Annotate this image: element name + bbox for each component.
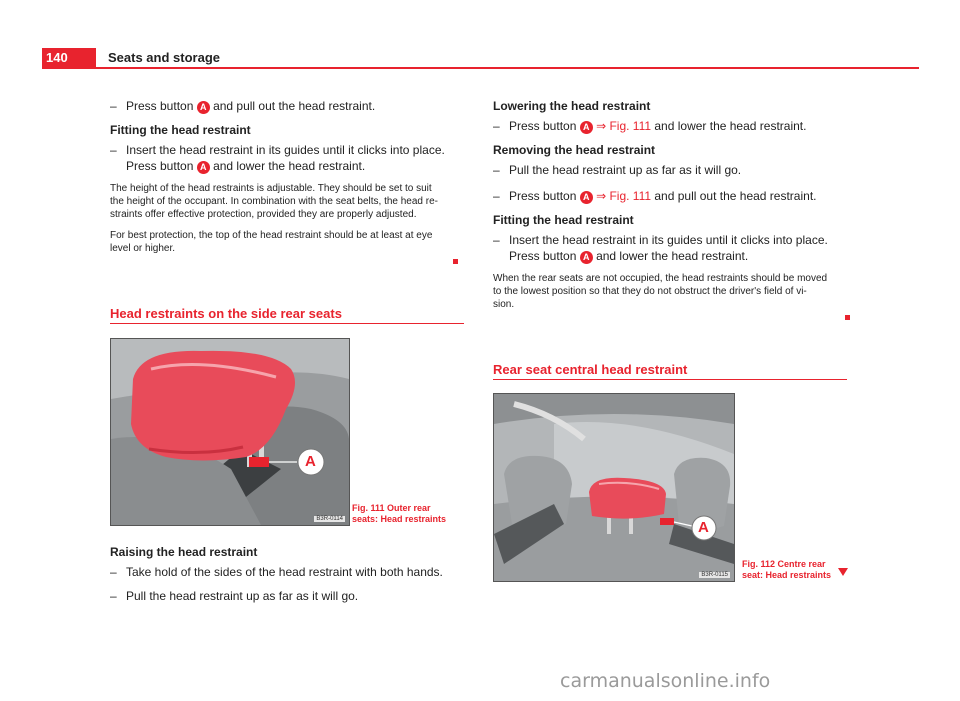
- caption-line: seats: Head restraints: [352, 514, 447, 524]
- bullet-text: and lower the head restraint.: [213, 159, 366, 173]
- figure-reference-link[interactable]: ⇒ Fig. 111: [596, 189, 652, 203]
- bullet-text: and lower the head restraint.: [654, 119, 807, 133]
- fitting-heading-right: Fitting the head restraint: [493, 213, 634, 227]
- dash: –: [493, 119, 500, 133]
- caption-line: seat: Head restraints: [742, 570, 832, 580]
- para-line: For best protection, the top of the head restraint should be at least at eye: [110, 230, 433, 241]
- bullet-fitting: [110, 142, 462, 174]
- figure-112-centre-rear-head-restraint: [493, 393, 735, 582]
- dash: –: [110, 589, 117, 603]
- dash: –: [110, 565, 117, 579]
- paragraph-best-protection: [110, 229, 462, 255]
- end-of-section-mark: [453, 259, 458, 264]
- left-column: [110, 98, 462, 255]
- bullet-text: Press button: [509, 189, 577, 203]
- figure-111-caption: [352, 503, 446, 525]
- figure-111-outer-rear-head-restraint: [110, 338, 350, 526]
- lowering-heading: Lowering the head restraint: [493, 99, 651, 113]
- bullet-text: Press button: [509, 249, 577, 263]
- paragraph-adjustable: [110, 182, 462, 221]
- para-line: level or higher.: [110, 243, 176, 254]
- bullet-text: Insert the head restraint in its guides until it clicks into place.: [509, 233, 828, 247]
- dash: –: [493, 233, 500, 247]
- dash: –: [110, 99, 117, 113]
- bullet-text: and lower the head restraint.: [596, 249, 749, 263]
- header-rule: [42, 67, 919, 69]
- raising-section: [110, 538, 462, 612]
- para-line: When the rear seats are not occupied, the head restraints should be moved: [493, 273, 828, 284]
- page-number: 140: [42, 48, 96, 68]
- bullet-text: Insert the head restraint in its guides until it clicks into place.: [126, 143, 445, 157]
- fitting-heading: Fitting the head restraint: [110, 123, 251, 137]
- bullet-text: Press button: [509, 119, 577, 133]
- figure-111-illustration: [111, 339, 349, 525]
- para-line: to the lowest position so that they do not obstruct the driver's field of vi-: [493, 286, 807, 297]
- figure-112-illustration: [494, 394, 734, 581]
- figure-code: B3R-0114: [316, 516, 343, 522]
- marker-a-badge: A: [197, 161, 210, 174]
- bullet-text: Take hold of the sides of the head restraint with both hands.: [126, 565, 443, 579]
- removing-heading: Removing the head restraint: [493, 143, 656, 157]
- bullet-text: and pull out the head restraint.: [213, 99, 376, 113]
- caption-line: Fig. 111 Outer rear: [352, 503, 431, 513]
- para-line: the height of the occupant. In combination with the seat belts, the head re-: [110, 196, 438, 207]
- bullet-text: and pull out the head restraint.: [654, 189, 817, 203]
- dash: –: [110, 143, 117, 157]
- header-title: Seats and storage: [108, 50, 220, 65]
- bullet-take-hold: [110, 564, 462, 580]
- figure-marker-a: A: [698, 519, 709, 536]
- watermark: carmanualsonline.info: [560, 670, 771, 692]
- bullet-text: Press button: [126, 159, 194, 173]
- caption-line: Fig. 112 Centre rear: [742, 559, 826, 569]
- para-line: sion.: [493, 299, 515, 310]
- figure-marker-a: A: [305, 453, 316, 470]
- section-title-central-rear: Rear seat central head restraint: [493, 362, 688, 377]
- bullet-removing-press: [493, 188, 849, 204]
- bullet-text: Press button: [126, 99, 194, 113]
- figure-reference-link[interactable]: ⇒ Fig. 111: [596, 119, 652, 133]
- section-title-side-rear: Head restraints on the side rear seats: [110, 306, 342, 321]
- marker-a-badge: A: [580, 251, 593, 264]
- bullet-lowering: [493, 118, 849, 134]
- para-line: straints offer effective protection, provided they are properly adjusted.: [110, 209, 417, 220]
- dash: –: [493, 189, 500, 203]
- para-line: The height of the head restraints is adjustable. They should be set to suit: [110, 183, 432, 194]
- marker-a-badge: A: [580, 121, 593, 134]
- bullet-text: Pull the head restraint up as far as it will go.: [126, 589, 359, 603]
- bullet-press-pull: [110, 98, 462, 114]
- marker-a-badge: A: [197, 101, 210, 114]
- bullet-fitting-right: [493, 232, 849, 264]
- continue-arrow-icon: [838, 568, 848, 576]
- raising-heading: Raising the head restraint: [110, 545, 258, 559]
- section-rule: [493, 379, 847, 380]
- bullet-pull-up: [110, 588, 462, 604]
- figure-112-caption: [742, 559, 831, 581]
- paragraph-rear-seats: [493, 272, 849, 311]
- marker-a-badge: A: [580, 191, 593, 204]
- bullet-text: Pull the head restraint up as far as it will go.: [509, 163, 742, 177]
- bullet-removing-pull: [493, 162, 849, 178]
- dash: –: [493, 163, 500, 177]
- section-rule: [110, 323, 464, 324]
- figure-code: B3R-0115: [701, 572, 728, 578]
- end-of-section-mark: [845, 315, 850, 320]
- right-column: [493, 98, 849, 311]
